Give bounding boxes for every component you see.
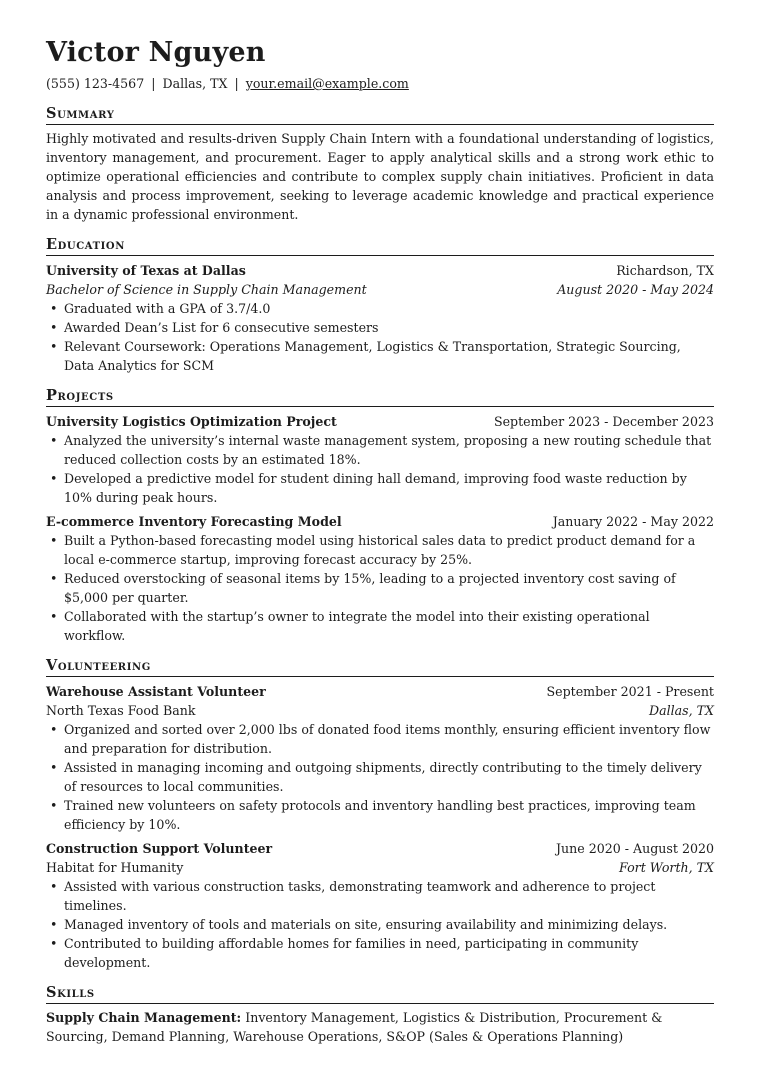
school-location: Richardson, TX: [616, 263, 714, 278]
skills-label: Supply Chain Management:: [46, 1010, 242, 1025]
list-item: • Reduced overstocking of seasonal items by 15%, leading to a projected inventory cost saving of $5,000 per quarter.: [46, 569, 714, 607]
education-dates: August 2020 - May 2024: [557, 282, 714, 297]
skills-section: [46, 983, 714, 1046]
skills-line: [46, 1008, 714, 1046]
list-item: • Analyzed the university’s internal waste management system, proposing a new routing schedule that reduced collection costs by an estimated 18%.: [46, 431, 714, 469]
summary-text: Highly motivated and results-driven Supply Chain Intern with a foundational understanding of logistics, inventory management, and procurement. Eager to apply analytical skills and a strong work ethic to optimize operational efficiencies and contribute to complex supply chain initiatives. Proficient in data analysis and process improvement, seeking to leverage academic knowledge and practical experience in a dynamic professional environment.: [46, 131, 714, 222]
list-item: • Trained new volunteers on safety protocols and inventory handling best practices, improving team efficiency by 10%.: [46, 796, 714, 834]
section-heading: Projects: [46, 386, 714, 407]
location: Dallas, TX: [162, 76, 228, 91]
volunteer-org: Habitat for Humanity: [46, 860, 184, 875]
candidate-name: Victor Nguyen: [46, 37, 266, 68]
volunteer-org: North Texas Food Bank: [46, 703, 196, 718]
project-title: E-commerce Inventory Forecasting Model: [46, 514, 342, 529]
projects-section: [46, 386, 714, 645]
contact-separator: |: [234, 76, 239, 91]
list-item: • Collaborated with the startup’s owner to integrate the model into their existing operational workflow.: [46, 607, 714, 645]
email-link[interactable]: your.email@example.com: [245, 76, 409, 91]
volunteer-bullets: [46, 877, 714, 972]
volunteer-location: Fort Worth, TX: [619, 860, 714, 875]
degree: Bachelor of Science in Supply Chain Management: [46, 282, 367, 297]
contact-line: [46, 75, 714, 93]
summary-section: [46, 104, 714, 224]
list-item: • Relevant Coursework: Operations Management, Logistics & Transportation, Strategic Sourcing, Data Analytics for SCM: [46, 337, 714, 375]
volunteer-location: Dallas, TX: [648, 703, 714, 718]
resume-page: [46, 36, 714, 1046]
list-item: • Managed inventory of tools and materials on site, ensuring availability and minimizing delays.: [46, 915, 714, 934]
volunteer-entry: [46, 682, 714, 834]
section-heading: Summary: [46, 104, 714, 125]
project-bullets: [46, 531, 714, 645]
project-entry: [46, 512, 714, 645]
section-heading: Skills: [46, 983, 714, 1004]
list-item: • Organized and sorted over 2,000 lbs of donated food items monthly, ensuring efficient inventory flow and preparation for distribution.: [46, 720, 714, 758]
project-entry: [46, 412, 714, 507]
volunteer-title: Warehouse Assistant Volunteer: [46, 684, 266, 699]
volunteer-entry: [46, 839, 714, 972]
phone-number: (555) 123-4567: [46, 76, 145, 91]
education-entry: [46, 261, 714, 375]
project-dates: January 2022 - May 2022: [552, 514, 714, 529]
section-heading: Volunteering: [46, 656, 714, 677]
volunteer-title: Construction Support Volunteer: [46, 841, 273, 856]
list-item: • Assisted in managing incoming and outgoing shipments, directly contributing to the timely delivery of resources to local communities.: [46, 758, 714, 796]
project-dates: September 2023 - December 2023: [493, 414, 714, 429]
list-item: • Contributed to building affordable homes for families in need, participating in community development.: [46, 934, 714, 972]
volunteer-dates: September 2021 - Present: [546, 684, 714, 699]
volunteer-bullets: [46, 720, 714, 834]
volunteer-dates: June 2020 - August 2020: [556, 841, 714, 856]
project-title: University Logistics Optimization Project: [46, 414, 337, 429]
list-item: • Awarded Dean’s List for 6 consecutive semesters: [46, 318, 714, 337]
project-bullets: [46, 431, 714, 507]
volunteering-section: [46, 656, 714, 972]
list-item: • Graduated with a GPA of 3.7/4.0: [46, 299, 714, 318]
skills-text: Inventory Management, Logistics & Distribution, Procurement & Sourcing, Demand Planning, Warehouse Operations, S&OP (Sales & Operations Planning): [46, 1010, 663, 1044]
list-item: • Developed a predictive model for student dining hall demand, improving food waste reduction by 10% during peak hours.: [46, 469, 714, 507]
section-heading: Education: [46, 235, 714, 256]
list-item: • Assisted with various construction tasks, demonstrating teamwork and adherence to project timelines.: [46, 877, 714, 915]
contact-separator: |: [151, 76, 156, 91]
education-section: [46, 235, 714, 375]
school-name: University of Texas at Dallas: [46, 263, 246, 278]
list-item: • Built a Python-based forecasting model using historical sales data to predict product demand for a local e-commerce startup, improving forecast accuracy by 25%.: [46, 531, 714, 569]
education-bullets: [46, 299, 714, 375]
